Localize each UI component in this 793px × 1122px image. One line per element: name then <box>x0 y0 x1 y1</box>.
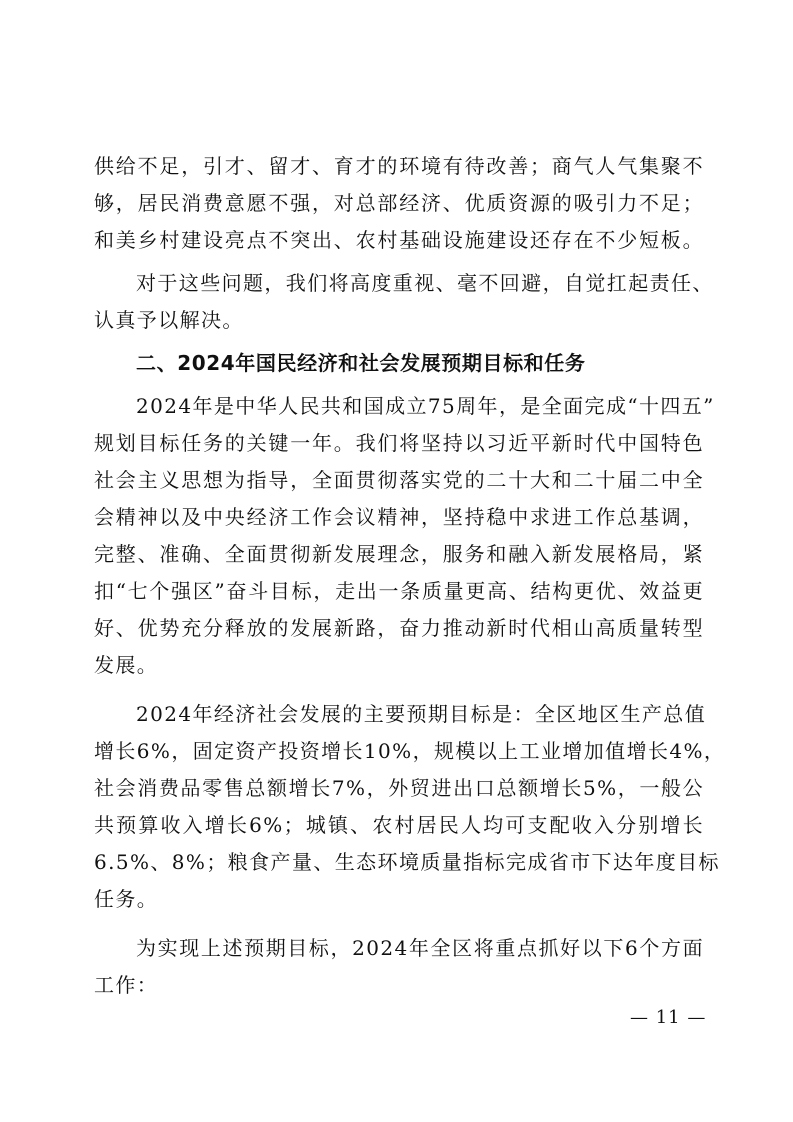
paragraph-line: 工作： <box>94 973 159 997</box>
paragraph-line: 完整、准确、全面贯彻新发展理念，服务和融入新发展格局，紧 <box>94 542 704 566</box>
paragraph-line: 好、优势充分释放的发展新路，奋力推动新时代相山高质量转型 <box>94 616 704 640</box>
paragraph-line: 发展。 <box>94 653 159 677</box>
section-heading: 二、2024年国民经济和社会发展预期目标和任务 <box>136 351 586 375</box>
body-text <box>94 148 726 1004</box>
paragraph-line: 扣“七个强区”奋斗目标，走出一条质量更高、结构更优、效益更 <box>94 579 704 603</box>
paragraph-line: 够，居民消费意愿不强，对总部经济、优质资源的吸引力不足； <box>94 191 704 215</box>
paragraph-line: 2024年是中华人民共和国成立75周年，是全面完成“十四五” <box>136 394 715 418</box>
paragraph-line: 共预算收入增长6%；城镇、农村居民人均可支配收入分别增长 <box>94 813 704 837</box>
paragraph-line: 社会消费品零售总额增长7%，外贸进出口总额增长5%，一般公 <box>94 776 704 800</box>
paragraph-line: 为实现上述预期目标，2024年全区将重点抓好以下6个方面 <box>136 936 704 960</box>
paragraph-line: 6.5%、8%；粮食产量、生态环境质量指标完成省市下达年度目标 <box>94 850 720 874</box>
paragraph-line: 任务。 <box>94 887 159 911</box>
paragraph-line: 供给不足，引才、留才、育才的环境有待改善；商气人气集聚不 <box>94 154 704 178</box>
paragraph-line: 对于这些问题，我们将高度重视、毫不回避，自觉扛起责任、 <box>136 271 714 295</box>
paragraph-line: 会精神以及中央经济工作会议精神，坚持稳中求进工作总基调， <box>94 505 704 529</box>
page-number: — 11 — <box>630 1007 707 1028</box>
paragraph-line: 认真予以解决。 <box>94 308 244 332</box>
paragraph-line: 规划目标任务的关键一年。我们将坚持以习近平新时代中国特色 <box>94 431 704 455</box>
paragraph-line: 和美乡村建设亮点不突出、农村基础设施建设还存在不少短板。 <box>94 228 704 252</box>
paragraph-line: 增长6%，固定资产投资增长10%，规模以上工业增加值增长4%， <box>94 739 726 763</box>
paragraph-line: 2024年经济社会发展的主要预期目标是：全区地区生产总值 <box>136 702 707 726</box>
paragraph-line: 社会主义思想为指导，全面贯彻落实党的二十大和二十届二中全 <box>94 468 704 492</box>
